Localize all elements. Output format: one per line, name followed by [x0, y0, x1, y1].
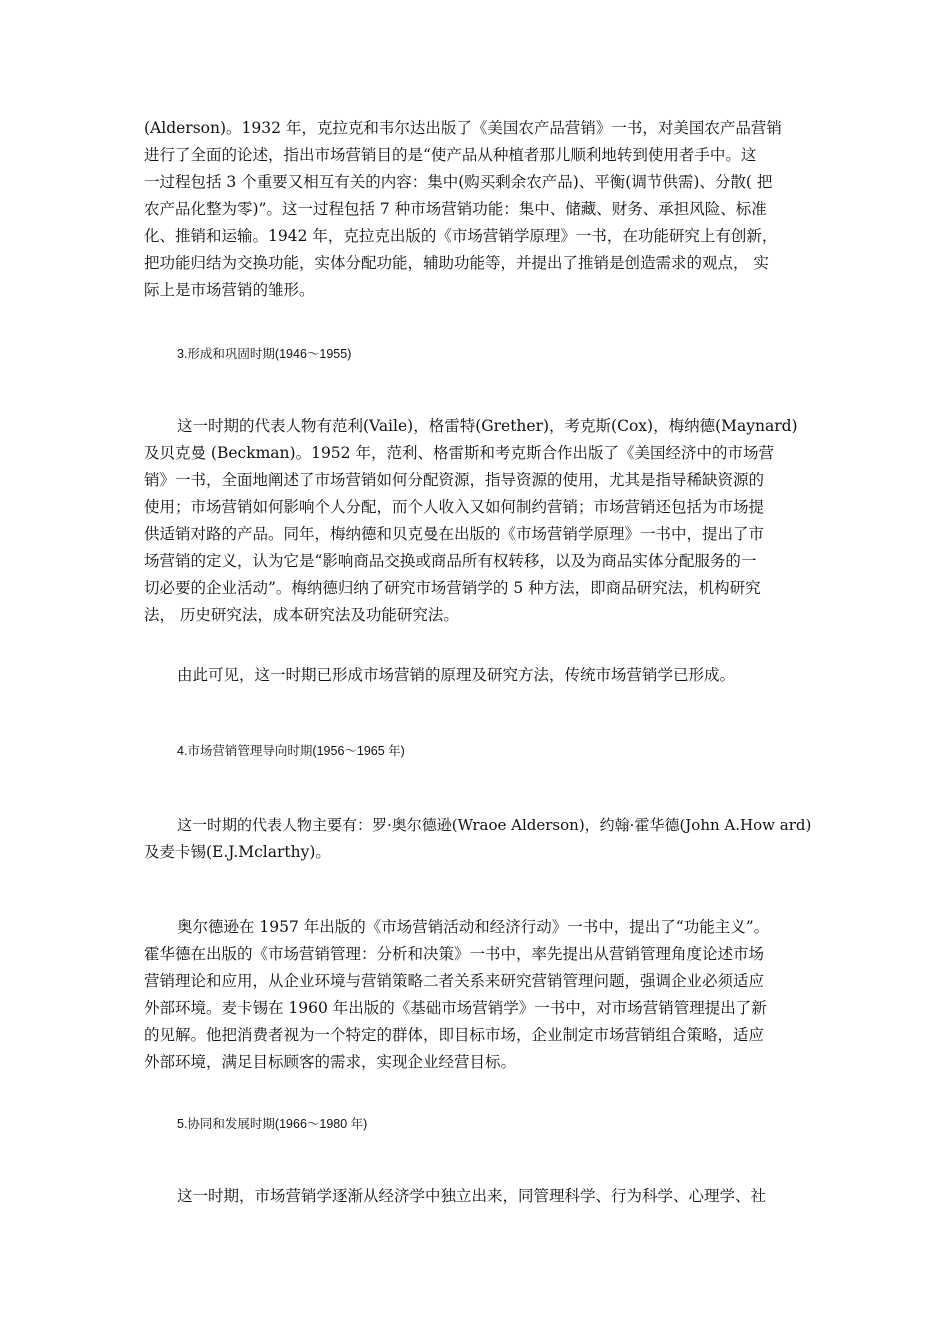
text-line: 把功能归结为交换功能，实体分配功能，辅助功能等，并提出了推销是创造需求的观点， 实: [144, 254, 769, 272]
text-line: 场营销的定义，认为它是“影响商品交换或商品所有权转移，以及为商品实体分配服务的一: [144, 552, 757, 570]
text-line: 进行了全面的论述，指出市场营销目的是“使产品从种植者那儿顺利地转到使用者手中。这: [144, 146, 757, 164]
text-line: 由此可见，这一时期已形成市场营销的原理及研究方法，传统市场营销学已形成。: [177, 666, 736, 684]
text-line: 切必要的企业活动”。梅纳德归纳了研究市场营销学的 5 种方法，即商品研究法，机构研究: [144, 579, 761, 597]
text-line: 农产品化整为零)”。这一过程包括 7 种市场营销功能：集中、储藏、财务、承担风险、标准: [144, 200, 767, 218]
text-line: 法， 历史研究法，成本研究法及功能研究法。: [144, 606, 459, 624]
text-line: 这一时期的代表人物有范利(Vaile)，格雷特(Grether)，考克斯(Cox)，梅纳德(Maynard): [177, 417, 798, 435]
text-line: 外部环境。麦卡锡在 1960 年出版的《基础市场营销学》一书中，对市场营销管理提出了新: [144, 999, 767, 1017]
text-line: 霍华德在出版的《市场营销管理：分析和决策》一书中，率先提出从营销管理角度论述市场: [144, 945, 765, 963]
text-line: 这一时期，市场营销学逐渐从经济学中独立出来，同管理科学、行为科学、心理学、社: [177, 1187, 767, 1205]
text-line: 供适销对路的产品。同年，梅纳德和贝克曼在出版的《市场营销学原理》一书中，提出了市: [144, 525, 765, 543]
text-line: 的见解。他把消费者视为一个特定的群体，即目标市场，企业制定市场营销组合策略，适应: [144, 1026, 765, 1044]
text-line: 及贝克曼 (Beckman)。1952 年，范利、格雷斯和考克斯合作出版了《美国经济中的市场营: [144, 444, 774, 462]
paragraph-clark-weld: [144, 115, 812, 304]
section-heading-5: 5.协同和发展时期(1966～1980 年): [177, 1117, 368, 1131]
paragraph-synergy-period: [144, 1183, 812, 1210]
text-line: 外部环境，满足目标顾客的需求，实现企业经营目标。: [144, 1053, 517, 1071]
text-line: 销》一书，全面地阐述了市场营销如何分配资源，指导资源的使用，尤其是指导稀缺资源的: [144, 471, 765, 489]
text-line: (Alderson)。1932 年，克拉克和韦尔达出版了《美国农产品营销》一书，对美国农产品营销: [144, 119, 782, 137]
paragraph-alderson-howard-mccarthy: [144, 914, 812, 1076]
paragraph-conclusion: [144, 662, 812, 689]
text-line: 际上是市场营销的雏形。: [144, 281, 315, 299]
text-line: 营销理论和应用，从企业环境与营销策略二者关系来研究营销管理问题，强调企业必须适应: [144, 972, 765, 990]
text-line: 一过程包括 3 个重要又相互有关的内容：集中(购买剩余农产品)、平衡(调节供需)、分散( 把: [144, 173, 773, 191]
text-line: 这一时期的代表人物主要有：罗·奥尔德逊(Wraoe Alderson)，约翰·霍华德(John A.How ard): [177, 816, 812, 834]
text-line: 奥尔德逊在 1957 年出版的《市场营销活动和经济行动》一书中，提出了“功能主义”。: [177, 918, 770, 936]
paragraph-management-figures: [144, 812, 812, 866]
text-line: 化、推销和运输。1942 年，克拉克出版的《市场营销学原理》一书，在功能研究上有创新，: [144, 227, 778, 245]
paragraph-formation-period: [144, 413, 812, 629]
text-line: 及麦卡锡(E.J.Mclarthy)。: [144, 843, 331, 861]
text-line: 使用；市场营销如何影响个人分配，而个人收入又如何制约营销；市场营销还包括为市场提: [144, 498, 765, 516]
section-heading-4: 4.市场营销管理导向时期(1956～1965 年): [177, 744, 405, 758]
section-heading-3: 3.形成和巩固时期(1946～1955): [177, 347, 352, 361]
